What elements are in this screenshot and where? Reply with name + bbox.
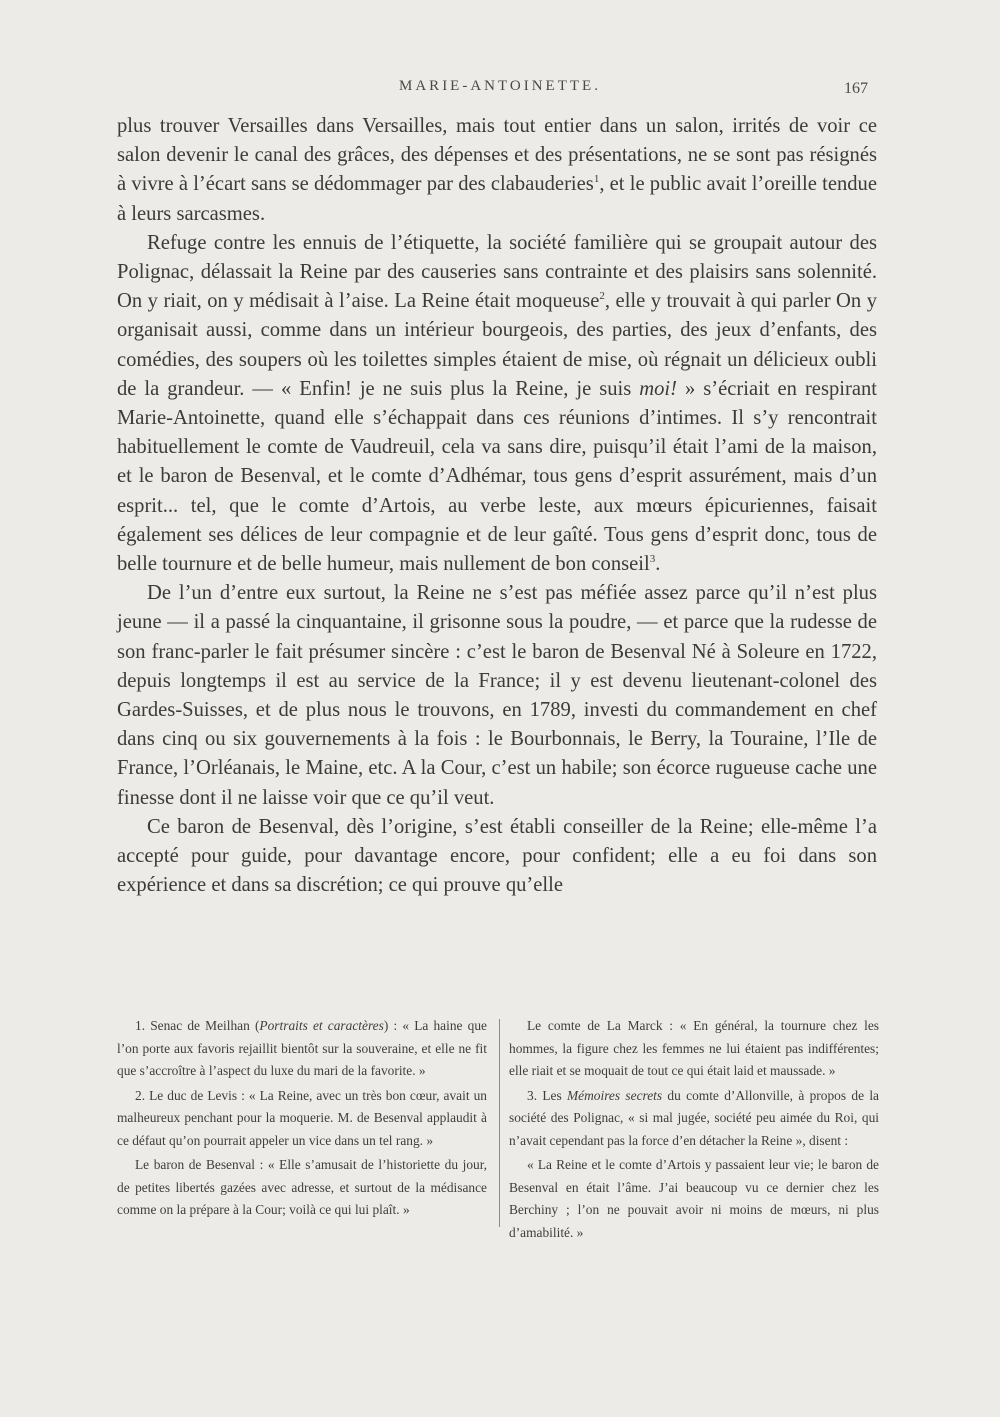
footnote-2-continued: Le baron de Besenval : « Elle s’amusait de l’historiette du jour, de petites libertés gazées avec adresse, et surtout de la médisance comme on la prépare à la Cour; voilà ce qui lui plaît. » <box>117 1157 487 1217</box>
footnotes-right-column <box>509 1015 879 1244</box>
footnote-ref-1: 1 <box>593 173 600 186</box>
footnote-2-marck: Le comte de La Marck : « En général, la tournure chez les hommes, la figure chez les femmes ne lui étaient pas indifférentes; elle riait et se moquait de tout ce qui était laid et maussade. » <box>509 1018 879 1078</box>
footnote-3-quote: « La Reine et le comte d’Artois y passaient leur vie; le baron de Besenval en était l’âme. J’ai beaucoup vu ce dernier chez les Berchiny ; l’on ne pouvait avoir ni moins de mœurs, ni plus d’amabilité. » <box>509 1157 879 1240</box>
footnote-1 <box>117 1015 487 1083</box>
footnote-column-divider <box>499 1019 500 1227</box>
footnote-1-italic: Portraits et caractères <box>259 1018 384 1033</box>
footnote-ref-3: 3 <box>649 553 656 566</box>
footnote-ref-2: 2 <box>599 290 605 303</box>
paragraph-1-text: plus trouver Versailles dans Versailles, mais tout entier dans un salon, irrités de voir ce salon devenir le canal des grâces, des dépenses et des présentations, ne se sont pas résignés à vivre à l’écart sans se dédommager par des clabauderies <box>117 115 877 196</box>
paragraph-2-text: Refuge contre les ennuis de l’étiquette, la société familière qui se groupait autour des Polignac, délassait la Reine par des causeries sans contrainte et des plaisirs sans solennité. On y riait, on y médisait à l’aise. La Reine était moqueuse <box>117 231 877 313</box>
paragraph-2-text-d: . <box>655 553 661 576</box>
paragraph-3: De l’un d’entre eux surtout, la Reine ne s’est pas méfiée assez parce qu’il n’est plus jeune — il a passé la cinquantaine, il grisonne sous la poudre, — et parce que la rudesse de son franc-parler le fait présumer sincère : c’est le baron de Besenval Né à Soleure en 1722, depuis longtemps il est au service de la France; il y est devenu lieutenant-colonel des Gardes-Suisses, et de plus nous le trouvons, en 1789, investi du commandement en chef dans cinq ou six gouvernements à la fois : le Bourbonnais, le Berry, la Touraine, l’Ile de France, l’Orléanais, le Maine, etc. A la Cour, c’est un habile; son écorce rugueuse cache une finesse dont il ne laisse voir que ce qu’il veut. <box>117 582 877 809</box>
footnotes <box>117 1015 879 1245</box>
footnote-3-text-a: 3. Les <box>527 1087 568 1103</box>
paragraph-4: Ce baron de Besenval, dès l’origine, s’est établi conseiller de la Reine; elle-même l’a accepté pour guide, pour davantage encore, pour confident; elle a eu foi dans son expérience et dans sa discrétion; ce qui prouve qu’elle <box>117 815 877 897</box>
paragraph-1 <box>117 112 877 229</box>
footnote-3-text-b: du comte d’Allonville, à propos de la société des Polignac, « si mal jugée, société peu aimée du Roi, qui n’avait cependant pas la force d’en détacher la Reine », disent : <box>509 1087 879 1148</box>
paragraph-2 <box>117 229 877 579</box>
running-head <box>0 78 1000 102</box>
footnotes-left-column <box>117 1015 487 1222</box>
paragraph-2-text-c: » s’écriait en respirant Marie-Antoinette, quand elle s’échappait dans ces réunions d’intimes. Il s’y rencontrait habituellement le comte de Vaudreuil, cela va sans dire, puisqu’il était l’ami de la maison, et le baron de Besenval, et le comte d’Adhémar, tous gens d’esprit assurément, mais d’un esprit... tel, que le comte d’Artois, au verbe leste, aux mœurs épicuriennes, faisait également ses délices de leur compagnie et de leur gaîté. Tous gens d’esprit donc, tous de belle tournure et de belle humeur, mais nullement de bon conseil <box>117 377 877 576</box>
paragraph-2-text-b: , elle y trouvait à qui parler On y organisait aussi, comme dans un intérieur bourgeois, des parties, des jeux d’enfants, des comédies, des soupers où les toilettes simples étaient de mise, où régnait un délicieux oubli de la grandeur. — « Enfin! je ne suis plus la Reine, je suis <box>117 290 877 400</box>
paragraph-1-text-end: , et le public avait l’oreille tendue à leurs sarcasmes. <box>117 173 877 225</box>
main-text <box>117 112 877 900</box>
footnote-1-text-b: ) : « La haine que l’on porte aux favoris rejaillit bientôt sur la souveraine, et elle ne fit que s’accroître à l’aspect du luxe du mari de la favorite. » <box>117 1018 487 1078</box>
footnote-3-italic: Mémoires secrets <box>567 1087 663 1103</box>
footnote-2: 2. Le duc de Levis : « La Reine, avec un très bon cœur, avait un malheureux penchant pour la moquerie. M. de Besenval applaudit à ce défaut qu’on pourrait appeler un vice dans un tel rang. » <box>117 1087 487 1148</box>
page-number: 167 <box>844 80 868 97</box>
footnote-3 <box>509 1085 879 1153</box>
footnote-1-text-a: 1. Senac de Meilhan ( <box>135 1018 260 1033</box>
paragraph-2-italic: moi! <box>639 377 677 400</box>
running-title: MARIE-ANTOINETTE. <box>399 78 601 94</box>
